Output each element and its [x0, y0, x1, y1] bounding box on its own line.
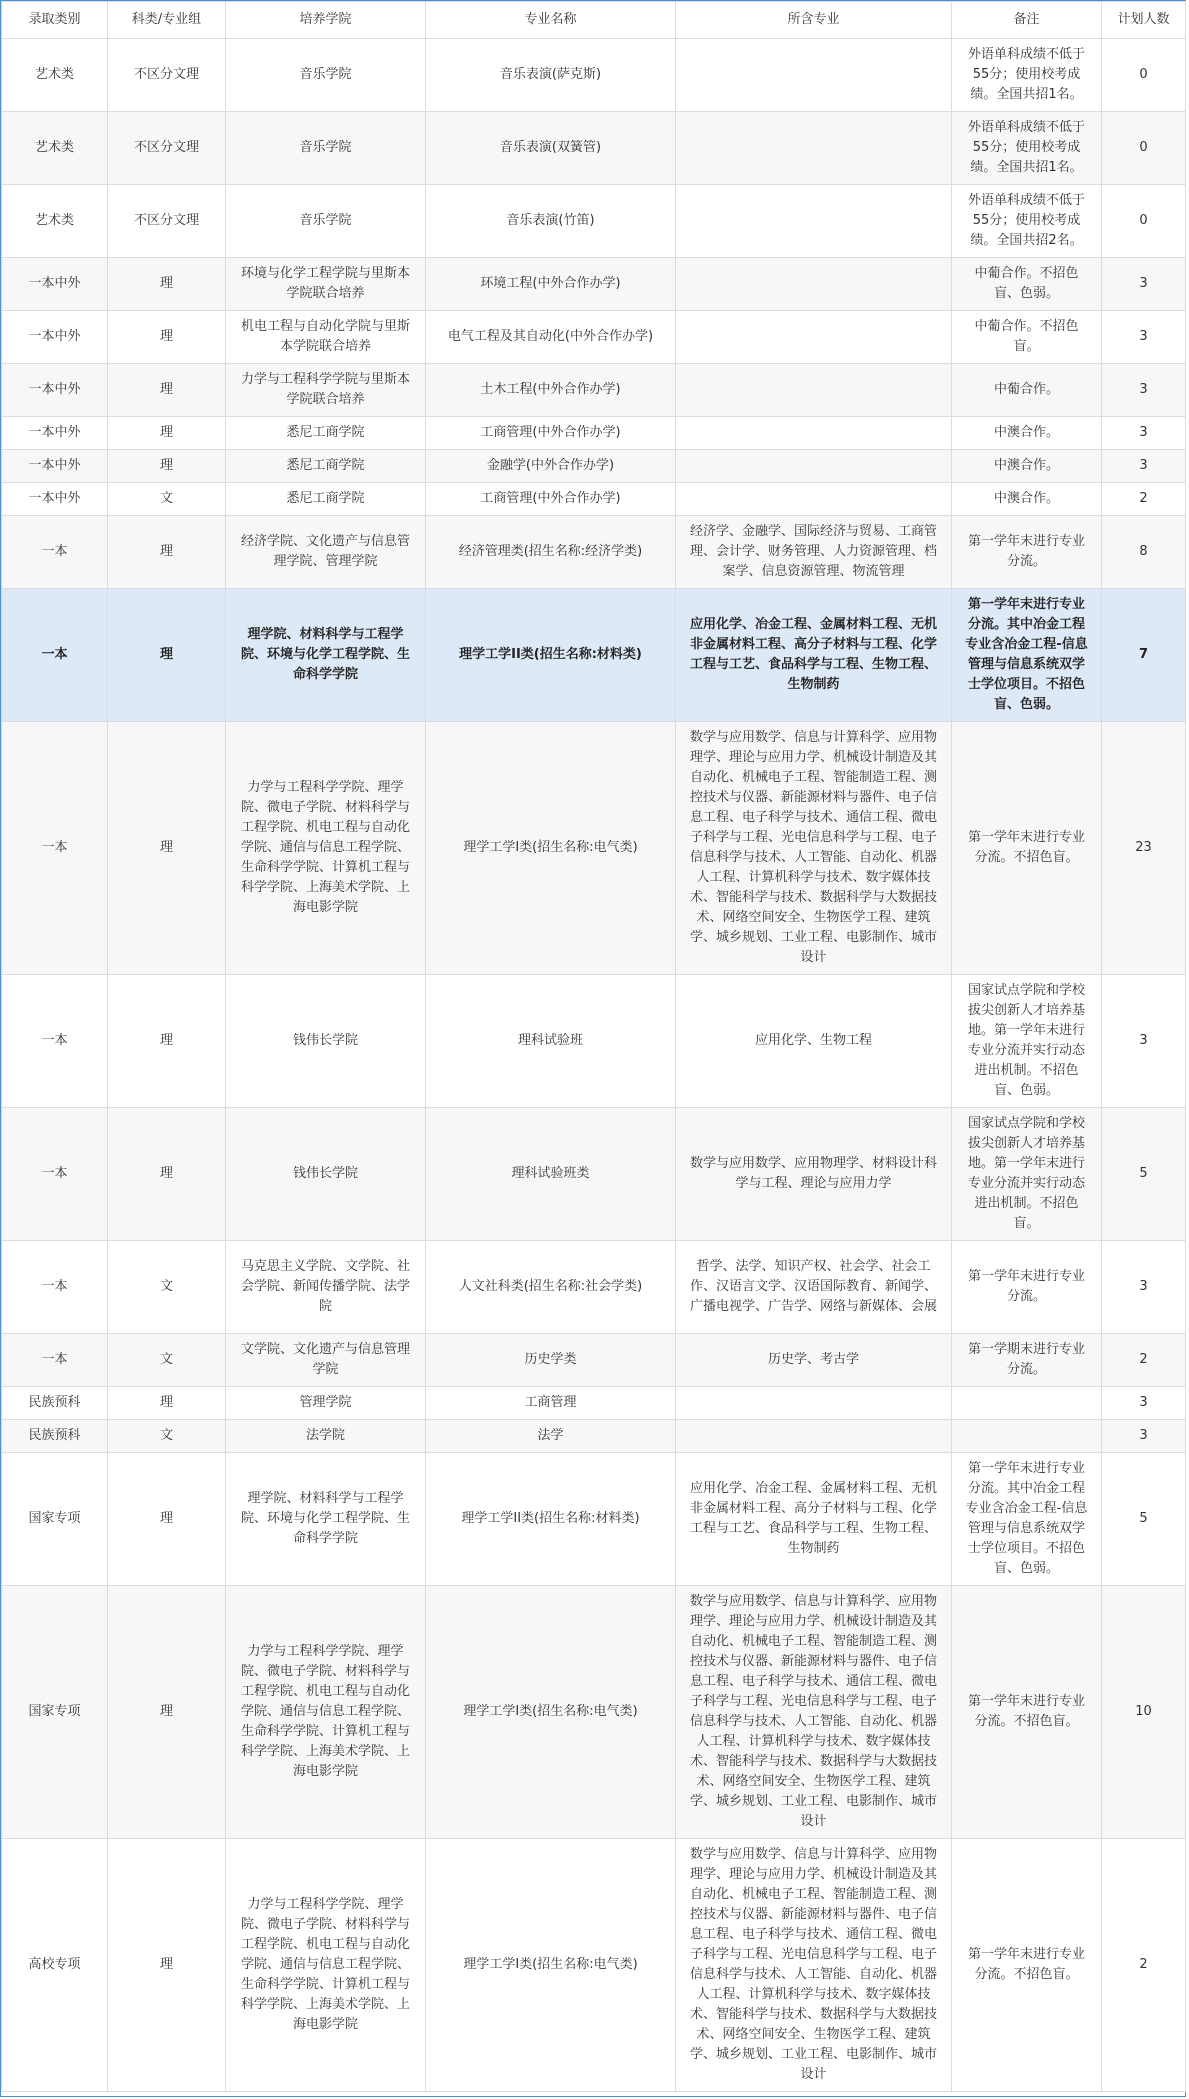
cell-note: 第一学年末进行专业分流。不招色盲。 [952, 1839, 1102, 2092]
cell-note: 第一学年末进行专业分流。 [952, 516, 1102, 589]
cell-major: 金融学(中外合作办学) [426, 450, 676, 483]
table-row [2, 1586, 1186, 1839]
cell-major: 环境工程(中外合作办学) [426, 258, 676, 311]
cell-count: 3 [1102, 417, 1186, 450]
cell-group: 理 [108, 1387, 226, 1420]
cell-count: 2 [1102, 1839, 1186, 2092]
cell-note: 国家试点学院和学校拔尖创新人才培养基地。第一学年末进行专业分流并实行动态进出机制。不招色盲、色弱。 [952, 975, 1102, 1108]
cell-college: 法学院 [226, 1420, 426, 1453]
table-row [2, 1241, 1186, 1334]
cell-major: 理学工学I类(招生名称:电气类) [426, 1839, 676, 2092]
cell-category: 一本中外 [2, 450, 108, 483]
table-row [2, 450, 1186, 483]
cell-group: 文 [108, 1420, 226, 1453]
header-count: 计划人数 [1102, 2, 1186, 39]
cell-college: 理学院、材料科学与工程学院、环境与化学工程学院、生命科学学院 [226, 1453, 426, 1586]
cell-category: 一本 [2, 975, 108, 1108]
header-group: 科类/专业组 [108, 2, 226, 39]
cell-includes [676, 364, 952, 417]
cell-count: 0 [1102, 39, 1186, 112]
table-row-highlighted [2, 589, 1186, 722]
cell-includes: 经济学、金融学、国际经济与贸易、工商管理、会计学、财务管理、人力资源管理、档案学、信息资源管理、物流管理 [676, 516, 952, 589]
table-row [2, 975, 1186, 1108]
cell-count: 23 [1102, 722, 1186, 975]
cell-includes: 数学与应用数学、应用物理学、材料设计科学与工程、理论与应用力学 [676, 1108, 952, 1241]
cell-note: 国家试点学院和学校拔尖创新人才培养基地。第一学年末进行专业分流并实行动态进出机制。不招色盲。 [952, 1108, 1102, 1241]
cell-major: 工商管理 [426, 1387, 676, 1420]
cell-category: 一本 [2, 1334, 108, 1387]
cell-count: 3 [1102, 1420, 1186, 1453]
table-row [2, 112, 1186, 185]
cell-includes: 哲学、法学、知识产权、社会学、社会工作、汉语言文学、汉语国际教育、新闻学、广播电视学、广告学、网络与新媒体、会展 [676, 1241, 952, 1334]
cell-count: 3 [1102, 364, 1186, 417]
cell-college: 钱伟长学院 [226, 975, 426, 1108]
cell-count: 3 [1102, 450, 1186, 483]
cell-major: 理学工学II类(招生名称:材料类) [426, 1453, 676, 1586]
cell-includes [676, 311, 952, 364]
cell-note: 第一学期末进行专业分流。 [952, 1334, 1102, 1387]
cell-major: 理科试验班类 [426, 1108, 676, 1241]
cell-includes: 应用化学、冶金工程、金属材料工程、无机非金属材料工程、高分子材料与工程、化学工程与工艺、食品科学与工程、生物工程、生物制药 [676, 589, 952, 722]
cell-major: 音乐表演(双簧管) [426, 112, 676, 185]
cell-group: 文 [108, 1334, 226, 1387]
cell-note: 中葡合作。 [952, 364, 1102, 417]
cell-college: 理学院、材料科学与工程学院、环境与化学工程学院、生命科学学院 [226, 589, 426, 722]
cell-count: 3 [1102, 1387, 1186, 1420]
cell-college: 机电工程与自动化学院与里斯本学院联合培养 [226, 311, 426, 364]
cell-major: 历史学类 [426, 1334, 676, 1387]
cell-includes: 数学与应用数学、信息与计算科学、应用物理学、理论与应用力学、机械设计制造及其自动化、机械电子工程、智能制造工程、测控技术与仪器、新能源材料与器件、电子信息工程、电子科学与技术、通信工程、微电子科学与工程、光电信息科学与工程、电子信息科学与技术、人工智能、自动化、机器人工程、计算机科学与技术、数字媒体技术、智能科学与技术、数据科学与大数据技术、网络空间安全、生物医学工程、建筑学、城乡规划、工业工程、电影制作、城市设计 [676, 722, 952, 975]
cell-count: 3 [1102, 975, 1186, 1108]
cell-college: 悉尼工商学院 [226, 450, 426, 483]
cell-includes: 数学与应用数学、信息与计算科学、应用物理学、理论与应用力学、机械设计制造及其自动化、机械电子工程、智能制造工程、测控技术与仪器、新能源材料与器件、电子信息工程、电子科学与技术、通信工程、微电子科学与工程、光电信息科学与工程、电子信息科学与技术、人工智能、自动化、机器人工程、计算机科学与技术、数字媒体技术、智能科学与技术、数据科学与大数据技术、网络空间安全、生物医学工程、建筑学、城乡规划、工业工程、电影制作、城市设计 [676, 1586, 952, 1839]
header-includes: 所含专业 [676, 2, 952, 39]
cell-group: 文 [108, 483, 226, 516]
cell-includes [676, 258, 952, 311]
cell-major: 电气工程及其自动化(中外合作办学) [426, 311, 676, 364]
cell-count: 0 [1102, 185, 1186, 258]
cell-category: 民族预科 [2, 1420, 108, 1453]
cell-college: 经济学院、文化遗产与信息管理学院、管理学院 [226, 516, 426, 589]
table-row [2, 258, 1186, 311]
cell-count: 10 [1102, 1586, 1186, 1839]
cell-count: 2 [1102, 1334, 1186, 1387]
cell-college: 马克思主义学院、文学院、社会学院、新闻传播学院、法学院 [226, 1241, 426, 1334]
cell-note [952, 1387, 1102, 1420]
header-category: 录取类别 [2, 2, 108, 39]
table-row [2, 39, 1186, 112]
cell-group: 理 [108, 258, 226, 311]
cell-group: 理 [108, 1839, 226, 2092]
cell-college: 音乐学院 [226, 185, 426, 258]
cell-college: 音乐学院 [226, 39, 426, 112]
cell-note: 第一学年末进行专业分流。不招色盲。 [952, 722, 1102, 975]
cell-count: 7 [1102, 589, 1186, 722]
cell-major: 土木工程(中外合作办学) [426, 364, 676, 417]
cell-college: 力学与工程科学学院、理学院、微电子学院、材料科学与工程学院、机电工程与自动化学院、通信与信息工程学院、生命科学学院、计算机工程与科学学院、上海美术学院、上海电影学院 [226, 1586, 426, 1839]
cell-includes [676, 1387, 952, 1420]
cell-category: 国家专项 [2, 1453, 108, 1586]
cell-category: 一本 [2, 589, 108, 722]
header-note: 备注 [952, 2, 1102, 39]
cell-group: 理 [108, 516, 226, 589]
cell-category: 一本中外 [2, 258, 108, 311]
cell-includes [676, 185, 952, 258]
cell-category: 艺术类 [2, 185, 108, 258]
cell-category: 艺术类 [2, 112, 108, 185]
table-row [2, 483, 1186, 516]
cell-college: 悉尼工商学院 [226, 417, 426, 450]
cell-college: 管理学院 [226, 1387, 426, 1420]
cell-includes [676, 1420, 952, 1453]
table-row [2, 1334, 1186, 1387]
cell-category: 一本 [2, 1241, 108, 1334]
cell-group: 理 [108, 1453, 226, 1586]
cell-includes: 数学与应用数学、信息与计算科学、应用物理学、理论与应用力学、机械设计制造及其自动化、机械电子工程、智能制造工程、测控技术与仪器、新能源材料与器件、电子信息工程、电子科学与技术、通信工程、微电子科学与工程、光电信息科学与工程、电子信息科学与技术、人工智能、自动化、机器人工程、计算机科学与技术、数字媒体技术、智能科学与技术、数据科学与大数据技术、网络空间安全、生物医学工程、建筑学、城乡规划、工业工程、电影制作、城市设计 [676, 1839, 952, 2092]
cell-count: 5 [1102, 1108, 1186, 1241]
cell-college: 悉尼工商学院 [226, 483, 426, 516]
cell-note [952, 1420, 1102, 1453]
cell-group: 理 [108, 417, 226, 450]
cell-category: 一本中外 [2, 417, 108, 450]
cell-includes [676, 112, 952, 185]
cell-group: 理 [108, 311, 226, 364]
table-row [2, 722, 1186, 975]
cell-count: 2 [1102, 483, 1186, 516]
admission-plan-table [1, 1, 1186, 2092]
cell-group: 理 [108, 975, 226, 1108]
cell-group: 不区分文理 [108, 112, 226, 185]
cell-note: 第一学年末进行专业分流。其中冶金工程专业含冶金工程-信息管理与信息系统双学士学位项目。不招色盲、色弱。 [952, 1453, 1102, 1586]
cell-college: 音乐学院 [226, 112, 426, 185]
cell-includes: 历史学、考古学 [676, 1334, 952, 1387]
cell-major: 工商管理(中外合作办学) [426, 483, 676, 516]
cell-includes: 应用化学、冶金工程、金属材料工程、无机非金属材料工程、高分子材料与工程、化学工程与工艺、食品科学与工程、生物工程、生物制药 [676, 1453, 952, 1586]
table-row [2, 1839, 1186, 2092]
cell-category: 一本 [2, 722, 108, 975]
cell-group: 理 [108, 450, 226, 483]
cell-major: 人文社科类(招生名称:社会学类) [426, 1241, 676, 1334]
cell-group: 理 [108, 364, 226, 417]
cell-includes [676, 483, 952, 516]
cell-includes: 应用化学、生物工程 [676, 975, 952, 1108]
cell-includes [676, 417, 952, 450]
cell-category: 一本 [2, 1108, 108, 1241]
cell-category: 民族预科 [2, 1387, 108, 1420]
cell-includes [676, 450, 952, 483]
cell-count: 0 [1102, 112, 1186, 185]
table-row [2, 311, 1186, 364]
cell-note: 第一学年末进行专业分流。 [952, 1241, 1102, 1334]
cell-category: 一本中外 [2, 311, 108, 364]
table-row [2, 516, 1186, 589]
cell-college: 钱伟长学院 [226, 1108, 426, 1241]
table-row [2, 364, 1186, 417]
cell-major: 音乐表演(竹笛) [426, 185, 676, 258]
table-row [2, 1387, 1186, 1420]
cell-major: 理科试验班 [426, 975, 676, 1108]
cell-category: 国家专项 [2, 1586, 108, 1839]
cell-note: 第一学年末进行专业分流。其中冶金工程专业含冶金工程-信息管理与信息系统双学士学位项目。不招色盲、色弱。 [952, 589, 1102, 722]
cell-major: 工商管理(中外合作办学) [426, 417, 676, 450]
cell-group: 理 [108, 1586, 226, 1839]
cell-note: 中澳合作。 [952, 450, 1102, 483]
cell-note: 中澳合作。 [952, 417, 1102, 450]
table-row [2, 1420, 1186, 1453]
table-row [2, 185, 1186, 258]
cell-note: 中葡合作。不招色盲。 [952, 311, 1102, 364]
cell-college: 文学院、文化遗产与信息管理学院 [226, 1334, 426, 1387]
cell-count: 5 [1102, 1453, 1186, 1586]
cell-college: 力学与工程科学学院与里斯本学院联合培养 [226, 364, 426, 417]
table-row [2, 1453, 1186, 1586]
header-row [2, 2, 1186, 39]
cell-category: 一本中外 [2, 483, 108, 516]
cell-college: 力学与工程科学学院、理学院、微电子学院、材料科学与工程学院、机电工程与自动化学院、通信与信息工程学院、生命科学学院、计算机工程与科学学院、上海美术学院、上海电影学院 [226, 1839, 426, 2092]
cell-group: 理 [108, 589, 226, 722]
cell-category: 艺术类 [2, 39, 108, 112]
header-college: 培养学院 [226, 2, 426, 39]
cell-college: 力学与工程科学学院、理学院、微电子学院、材料科学与工程学院、机电工程与自动化学院、通信与信息工程学院、生命科学学院、计算机工程与科学学院、上海美术学院、上海电影学院 [226, 722, 426, 975]
cell-note: 外语单科成绩不低于55分；使用校考成绩。全国共招1名。 [952, 39, 1102, 112]
cell-group: 不区分文理 [108, 185, 226, 258]
cell-group: 理 [108, 1108, 226, 1241]
cell-major: 理学工学II类(招生名称:材料类) [426, 589, 676, 722]
table-row [2, 417, 1186, 450]
cell-category: 高校专项 [2, 1839, 108, 2092]
cell-count: 3 [1102, 311, 1186, 364]
cell-count: 3 [1102, 1241, 1186, 1334]
cell-group: 文 [108, 1241, 226, 1334]
cell-major: 法学 [426, 1420, 676, 1453]
header-major: 专业名称 [426, 2, 676, 39]
cell-major: 理学工学I类(招生名称:电气类) [426, 722, 676, 975]
cell-major: 经济管理类(招生名称:经济学类) [426, 516, 676, 589]
cell-count: 8 [1102, 516, 1186, 589]
cell-category: 一本 [2, 516, 108, 589]
cell-includes [676, 39, 952, 112]
cell-count: 3 [1102, 258, 1186, 311]
cell-note: 外语单科成绩不低于55分；使用校考成绩。全国共招2名。 [952, 185, 1102, 258]
cell-major: 音乐表演(萨克斯) [426, 39, 676, 112]
cell-note: 中葡合作。不招色盲、色弱。 [952, 258, 1102, 311]
cell-group: 不区分文理 [108, 39, 226, 112]
cell-note: 外语单科成绩不低于55分；使用校考成绩。全国共招1名。 [952, 112, 1102, 185]
cell-category: 一本中外 [2, 364, 108, 417]
table-row [2, 1108, 1186, 1241]
cell-group: 理 [108, 722, 226, 975]
cell-college: 环境与化学工程学院与里斯本学院联合培养 [226, 258, 426, 311]
cell-note: 第一学年末进行专业分流。不招色盲。 [952, 1586, 1102, 1839]
cell-major: 理学工学I类(招生名称:电气类) [426, 1586, 676, 1839]
cell-note: 中澳合作。 [952, 483, 1102, 516]
